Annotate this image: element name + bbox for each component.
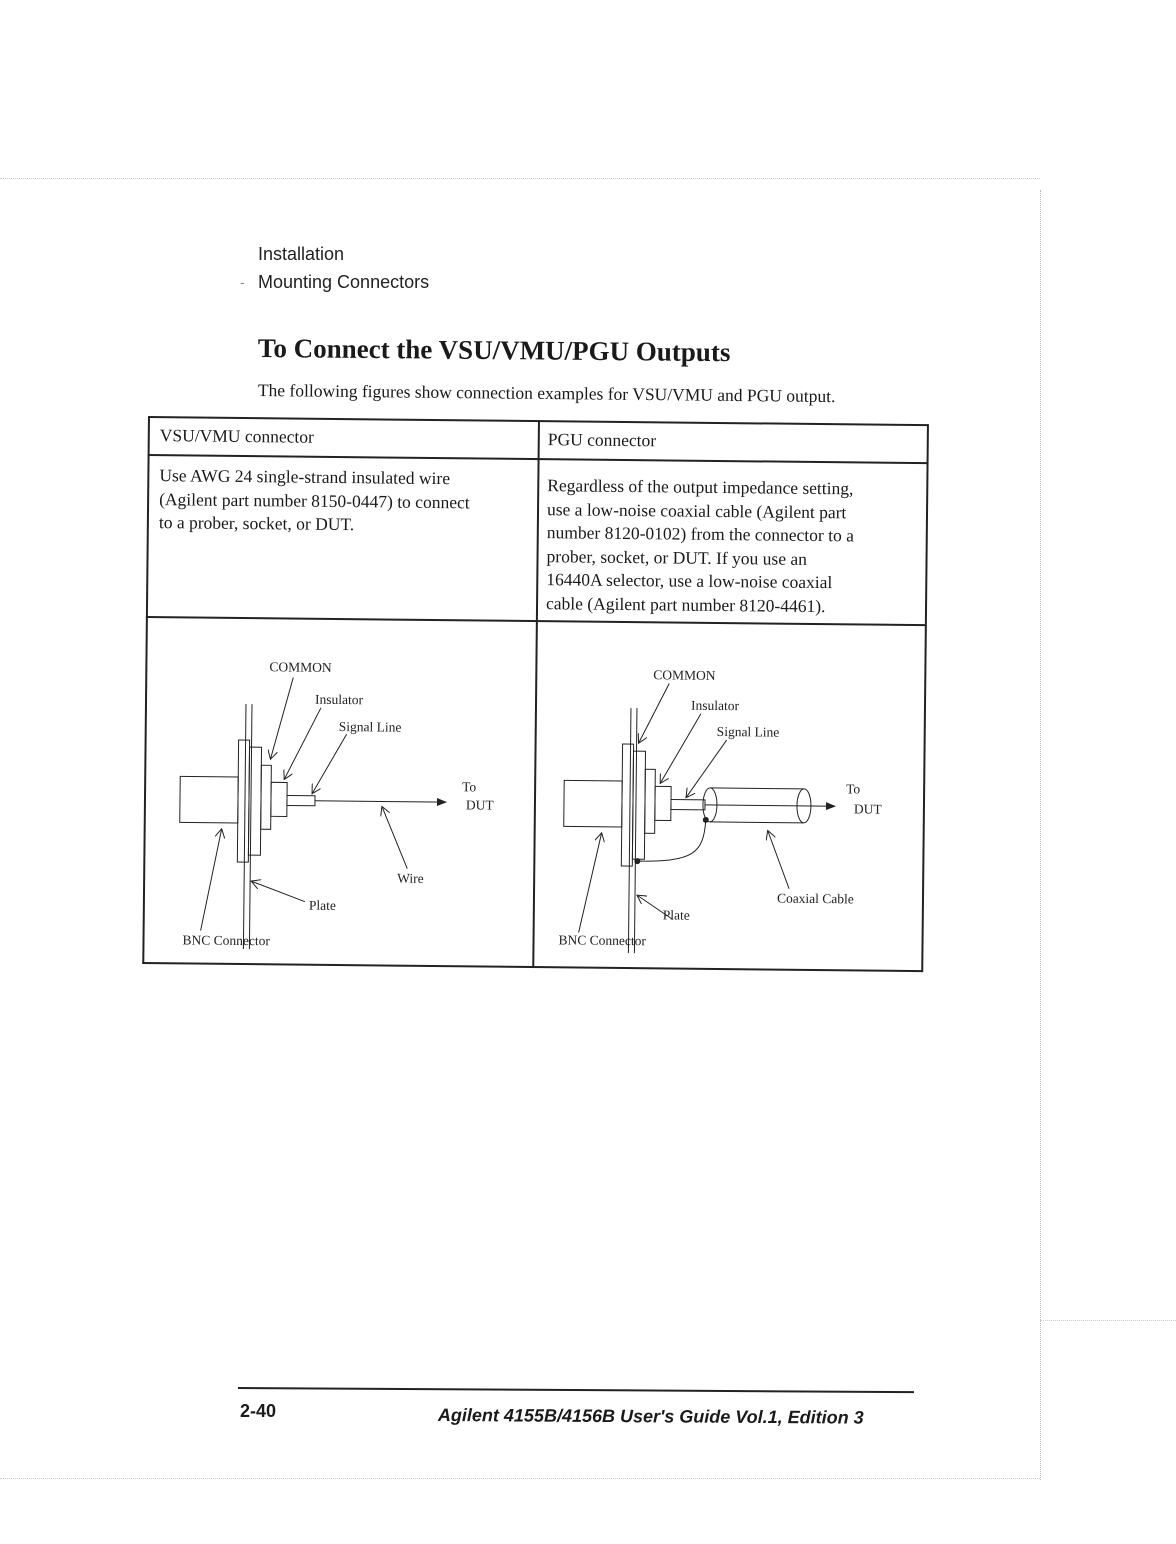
page-number: 2-40 [240, 1401, 277, 1421]
pgu-description [546, 474, 855, 618]
vsu-description [159, 464, 470, 538]
pgu-desc-line: prober, socket, or DUT. If you use an [546, 545, 808, 569]
bnc-insulator-ring [645, 769, 656, 833]
breadcrumb-subsection: Mounting Connectors [258, 272, 430, 292]
label-coaxial-cable: Coaxial Cable [776, 890, 854, 907]
pgu-desc-line: cable (Agilent part number 8120-4461). [545, 592, 826, 616]
breadcrumb [240, 240, 430, 296]
label-wire: Wire [397, 870, 424, 886]
label-common: COMMON [653, 667, 716, 683]
pgu-desc-line: 16440A selector, use a low-noise coaxial [546, 569, 833, 593]
pgu-desc-line: number 8120-0102) from the connector to a [546, 522, 855, 546]
plate-line [634, 708, 637, 953]
wire-line [315, 801, 446, 802]
signal-pin [671, 799, 705, 809]
pgu-connector-drawing [562, 682, 836, 955]
breadcrumb-section: Installation [258, 244, 345, 264]
pgu-header: PGU connector [547, 429, 657, 451]
label-dut: DUT [853, 801, 882, 817]
coax-top [710, 788, 804, 789]
label-to: To [462, 779, 477, 795]
scan-edge-bottom [0, 1478, 1040, 1479]
label-to: To [846, 781, 861, 797]
bnc-insulator [271, 782, 287, 816]
footer-rule [238, 1387, 914, 1393]
scan-edge-right [1040, 190, 1042, 1480]
guide-title: Agilent 4155B/4156B User's Guide Vol.1, Edition 3 [437, 1405, 864, 1428]
intro-paragraph: The following figures show connection examples for VSU/VMU and PGU output. [257, 380, 836, 407]
label-bnc-connector: BNC Connector [558, 932, 646, 949]
label-plate: Plate [662, 907, 690, 923]
scan-edge-mid [1040, 1320, 1176, 1321]
signal-pin [287, 795, 315, 805]
bnc-body [564, 780, 622, 827]
plate-line [243, 704, 246, 949]
bnc-collar [632, 751, 645, 859]
vsu-header: VSU/VMU connector [159, 425, 314, 447]
bnc-flange [237, 740, 249, 862]
pgu-desc-line: Regardless of the output impedance setting, [547, 475, 854, 499]
bnc-body [180, 776, 238, 823]
label-insulator: Insulator [314, 691, 364, 708]
vsu-connection-diagram [142, 618, 536, 966]
scan-edge-top [0, 178, 1040, 179]
bnc-flange [621, 744, 633, 866]
connector-table [142, 416, 928, 972]
pgu-connection-diagram [532, 622, 926, 970]
label-plate: Plate [308, 897, 336, 913]
pgu-desc-line: use a low-noise coaxial cable (Agilent part [546, 498, 847, 522]
label-common: COMMON [269, 659, 332, 675]
vsu-desc-line: (Agilent part number 8150-0447) to connect [159, 488, 470, 512]
bnc-insulator-ring [261, 765, 272, 829]
margin-mark: - [240, 274, 245, 290]
shield-ground-wire [637, 819, 705, 862]
label-dut: DUT [465, 797, 494, 813]
label-signal-line: Signal Line [716, 723, 780, 740]
shield-joint-dot [703, 817, 709, 823]
coax-bottom [710, 822, 804, 823]
vsu-desc-line: Use AWG 24 single-strand insulated wire [159, 465, 451, 489]
label-insulator: Insulator [690, 697, 740, 714]
signal-wire [705, 805, 835, 806]
plate-line [628, 708, 631, 953]
bnc-insulator [655, 786, 671, 820]
label-signal-line: Signal Line [338, 719, 402, 735]
page-title: To Connect the VSU/VMU/PGU Outputs [257, 333, 731, 368]
vsu-desc-line: to a prober, socket, or DUT. [158, 512, 355, 535]
label-bnc-connector: BNC Connector [182, 932, 270, 949]
